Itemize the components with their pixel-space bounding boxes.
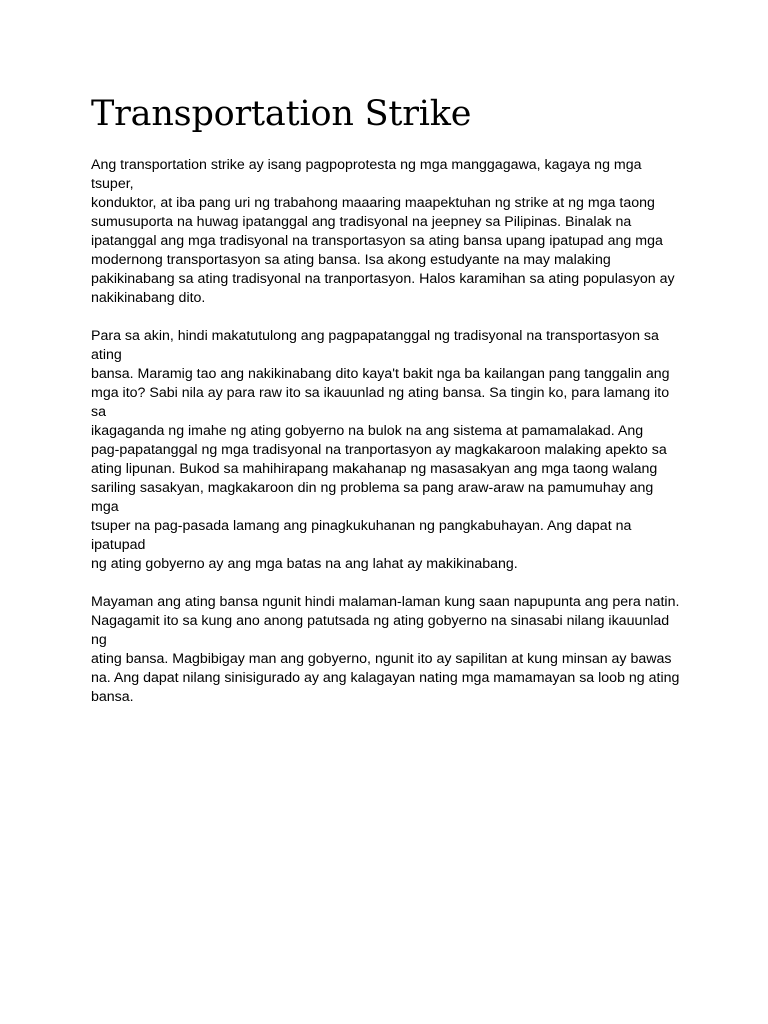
paragraph-1: Ang transportation strike ay isang pagpoprotesta ng mga manggagawa, kagaya ng mga tsuper, konduktor, at iba pang uri ng trabahong maaaring maapektuhan ng strike at ng mga taong sumusuporta na huwag ipatanggal ang tradisyonal na jeepney sa Pilipinas. Binalak na ipatanggal ang mga tradisyonal na transportasyon sa ating bansa upang ipatupad ang mga modernong transportasyon sa ating bansa. Isa akong estudyante na may malaking pakikinabang sa ating tradisyonal na tranportasyon. Halos karamihan sa ating populasyon ay nakikinabang dito. [91, 157, 675, 306]
document-title: Transportation Strike [91, 94, 472, 134]
paragraph-list [91, 156, 681, 707]
document-body [91, 92, 681, 726]
paragraph-3: Mayaman ang ating bansa ngunit hindi malaman-laman kung saan napupunta ang pera natin. Nagagamit ito sa kung ano anong patutsada ng ating gobyerno na sinasabi nilang ikauunlad ng ating bansa. Magbibigay man ang gobyerno, ngunit ito ay sapilitan at kung minsan ay bawas na. Ang dapat nilang sinisigurado ay ang kalagayan nating mga mamamayan sa loob ng ating bansa. [91, 594, 680, 705]
paragraph-2: Para sa akin, hindi makatutulong ang pagpapatanggal ng tradisyonal na transportasyon sa ating bansa. Maramig tao ang nakikinabang dito kaya't bakit nga ba kailangan pang tanggalin ang mga ito? Sabi nila ay para raw ito sa ikauunlad ng ating bansa. Sa tingin ko, para lamang ito sa ikagaganda ng imahe ng ating gobyerno na bulok na ang sistema at pamamalakad. Ang pag-papatanggal ng mga tradisyonal na tranportasyon ay magkakaroon malaking apekto sa ating lipunan. Bukod sa mahihirapang makahanap ng masasakyan ang mga taong walang sariling sasakyan, magkakaroon din ng problema sa pang araw-araw na pamumuhay ang mga tsuper na pag-pasada lamang ang pinagkukuhanan ng pangkabuhayan. Ang dapat na ipatupad ng ating gobyerno ay ang mga batas na ang lahat ay makikinabang. [91, 328, 670, 572]
